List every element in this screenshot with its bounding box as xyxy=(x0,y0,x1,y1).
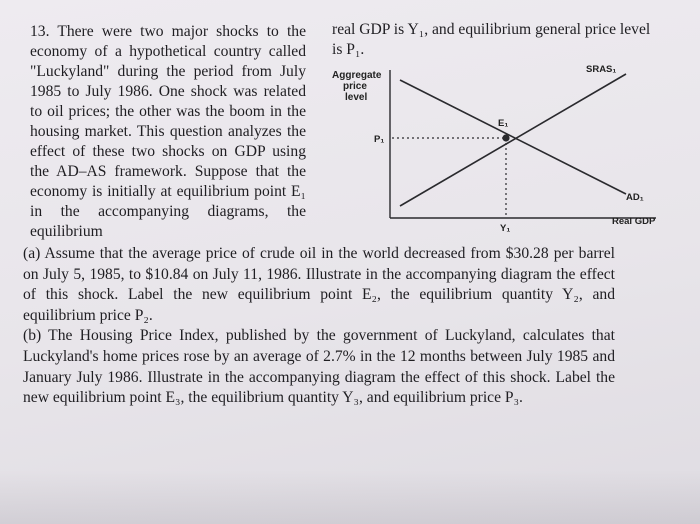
y-axis-label-line3: level xyxy=(345,92,368,103)
e1-label: E₁ xyxy=(498,118,509,129)
ad-label: AD₁ xyxy=(626,192,644,203)
question-intro-text: 13. There were two major shocks to the economy of a hypothetical country called "Luckyland" during the period from July 1985 to July 1986. One shock was related to oil prices; the other was the boom in the housing market. This question analyzes the effect of these two shocks on GDP using the AD–AS framework. Suppose that the economy is initially at equilibrium point E₁ in the accompanying diagrams, the equilibrium xyxy=(30,23,306,240)
sras-curve xyxy=(400,74,626,206)
question-parts xyxy=(23,244,615,409)
part-a-text: (a) Assume that the average price of crude oil in the world decreased from $30.28 per barrel on July 5, 1985, to $10.84 on July 11, 1986. Illustrate in the accompanying diagram the effect of this shock. Label the new equilibrium point E₂, the equilibrium quantity Y₂, and equilibrium price P₂. xyxy=(23,245,615,324)
y-axis-label-line1: Aggregate xyxy=(332,70,382,81)
sras-label: SRAS₁ xyxy=(586,64,617,75)
ad-as-diagram-svg xyxy=(326,58,666,238)
x-axis-label: Real GDP xyxy=(612,216,656,227)
question-intro-column xyxy=(30,22,306,242)
photo-shadow xyxy=(0,470,700,524)
p1-label: P₁ xyxy=(374,134,385,145)
y-axis-label-line2: price xyxy=(343,81,367,92)
y1-label: Y₁ xyxy=(500,223,511,234)
ad-curve xyxy=(400,80,626,194)
question-intro-continued xyxy=(332,20,662,60)
part-b-text: (b) The Housing Price Index, published by the government of Luckyland, calculates that Luckyland's home prices rose by an average of 2.7% in the 12 months between July 1985 and January July 1986. Illustrate in the accompanying diagram the effect of this shock. Label the new equilibrium point E₃, the equilibrium quantity Y₃, and equilibrium price P₃. xyxy=(23,327,615,407)
equilibrium-point-e1 xyxy=(502,134,509,141)
ad-as-diagram xyxy=(326,58,666,238)
question-intro-continued-text: real GDP is Y₁, and equilibrium general price level is P₁. xyxy=(332,21,651,58)
